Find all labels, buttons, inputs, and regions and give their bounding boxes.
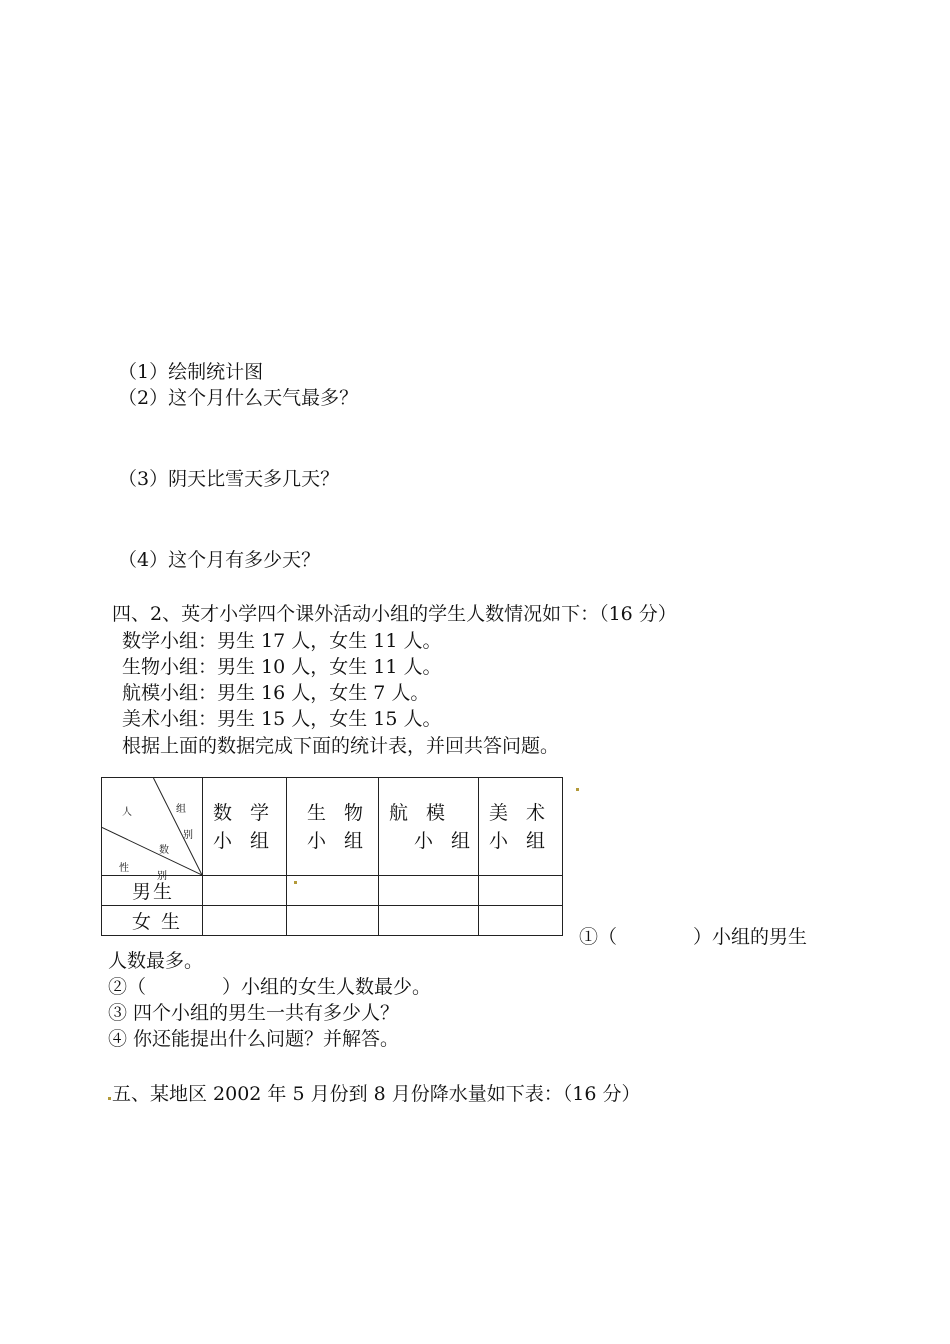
row-header-girls: 女 生 (102, 906, 203, 936)
instruction-line: 根据上面的数据完成下面的统计表，并回共答问题。 (122, 735, 560, 757)
data-line-math: 数学小组：男生 17 人，女生 11 人。 (122, 630, 442, 652)
corner-label-bie-top: 别 (183, 830, 193, 841)
table-cell (479, 906, 563, 936)
table-cell (203, 876, 287, 906)
answer-1-part1: ①（ ）小组的男生 (579, 926, 808, 948)
column-header-line2: 小 组 (489, 829, 552, 852)
column-header-line2: 小 组 (307, 829, 370, 852)
column-header-line1: 美 术 (489, 801, 552, 824)
question-2: （2）这个月什么天气最多？ (118, 387, 359, 409)
table-cell (479, 876, 563, 906)
column-header-math (203, 778, 287, 876)
statistics-table (101, 777, 563, 936)
table-corner-cell (102, 778, 203, 882)
answer-4: ④ 你还能提出什么问题？并解答。 (108, 1028, 400, 1050)
question-4: （4）这个月有多少天？ (118, 549, 321, 571)
row-header-boys: 男生 (102, 876, 203, 906)
column-header-model (379, 778, 479, 876)
column-header-line1: 生 物 (307, 801, 370, 824)
table-cell (203, 906, 287, 936)
table-cell (287, 906, 379, 936)
table-cell (287, 876, 379, 906)
scan-speck (576, 788, 579, 791)
scan-speck (294, 881, 297, 884)
table-cell (379, 906, 479, 936)
corner-label-shu: 数 (159, 845, 169, 856)
answer-3: ③ 四个小组的男生一共有多少人？ (108, 1002, 400, 1024)
answer-2: ②（ ）小组的女生人数最少。 (108, 976, 432, 998)
column-header-line2: 小 组 (213, 829, 276, 852)
data-line-art: 美术小组：男生 15 人，女生 15 人。 (122, 708, 442, 730)
corner-diagonal-lines (102, 778, 202, 875)
corner-label-zu: 组 (176, 804, 186, 815)
corner-label-bie-bottom: 别 (157, 871, 167, 882)
question-1: （1）绘制统计图 (118, 361, 264, 383)
data-line-model: 航模小组：男生 16 人，女生 7 人。 (122, 682, 430, 704)
data-line-biology: 生物小组：男生 10 人，女生 11 人。 (122, 656, 442, 678)
table-cell (379, 876, 479, 906)
corner-label-xing: 性 (119, 863, 129, 874)
column-header-biology (287, 778, 379, 876)
answer-1-part2: 人数最多。 (108, 950, 204, 972)
section4-title: 四、2、英才小学四个课外活动小组的学生人数情况如下：（16 分） (112, 603, 677, 625)
column-header-line1: 数 学 (213, 801, 276, 824)
section5-title: 五、某地区 2002 年 5 月份到 8 月份降水量如下表：（16 分） (112, 1083, 641, 1105)
column-header-line2: 小 组 (389, 829, 477, 852)
corner-label-ren: 人 (122, 807, 132, 818)
scan-speck (108, 1097, 111, 1100)
question-3: （3）阴天比雪天多几天？ (118, 468, 340, 490)
column-header-art (479, 778, 563, 876)
column-header-line1: 航 模 (389, 801, 452, 824)
